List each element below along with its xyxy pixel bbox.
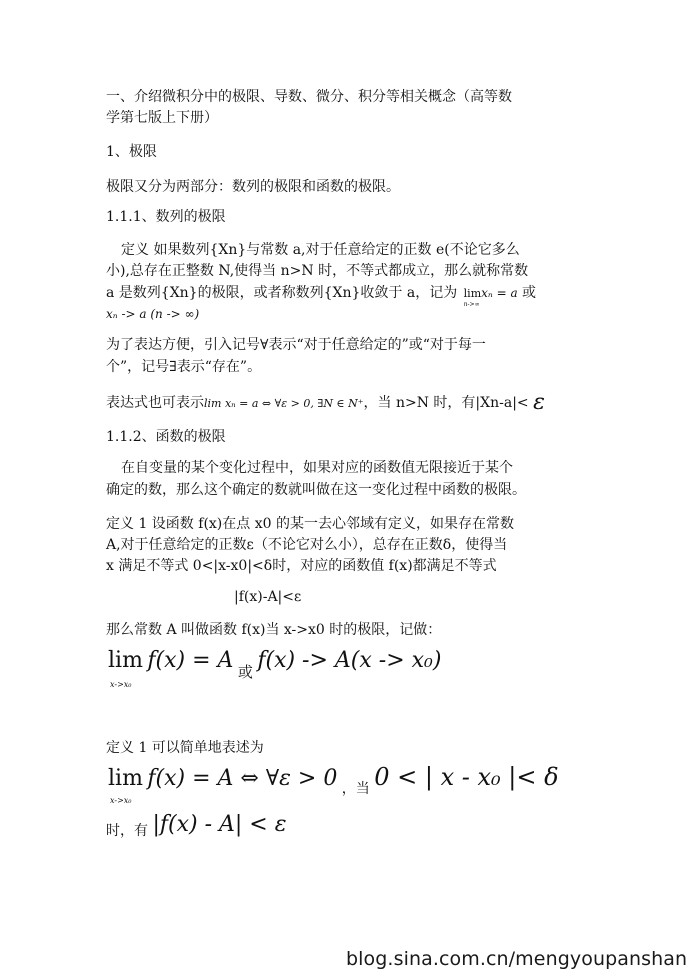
big-alt-formula: f(x) -> A(x -> x₀) [257, 648, 442, 673]
sequence-limit-body: xₙ = a [481, 286, 518, 300]
function-intro-line-1: 在自变量的某个变化过程中，如果对应的函数值无限接近于某个 [121, 460, 513, 476]
big2-lim-word: lim [108, 766, 143, 791]
function-definition-line-3: x 满足不等式 0<|x-x0|<δ时，对应的函数值 f(x)都满足不等式 [106, 558, 497, 574]
function-definition-line-1: 定义 1 设函数 f(x)在点 x0 的某一去心邻域有定义，如果存在常数 [106, 516, 514, 532]
lim-subscript: n->∞ [463, 301, 480, 308]
sequence-limit-formula [463, 285, 482, 308]
sequence-definition-text: a 是数列{Xn}的极限，或者称数列{Xn}收敛于 a，记为 [106, 285, 458, 301]
function-definition-line-2: A,对于任意给定的正数ε（不论它对么小），总存在正数δ，使得当 [106, 537, 508, 553]
big2-lim-subscript: x->x₀ [110, 796, 132, 805]
dang-word: ，当 [341, 781, 370, 797]
lim-word: lim [463, 287, 482, 300]
expression-tail: ，当 n>N 时，有|Xn-a|< [363, 395, 529, 411]
big2-tail: 0 < | x - x₀ |< δ [374, 763, 559, 791]
big-or-word: 或 [237, 663, 253, 681]
sequence-definition-line-1: 定义 如果数列{Xn}与常数 a,对于任意给定的正数 e(不论它多么 [121, 242, 520, 258]
function-intro-line-2: 确定的数，那么这个确定的数就叫做在这一变化过程中函数的极限。 [106, 482, 526, 498]
expression-lead: 表达式也可表示 [106, 395, 204, 411]
function-limit-equivalence [108, 763, 559, 808]
heading-line-1: 一、介绍微积分中的极限、导数、微分、积分等相关概念（高等数 [106, 89, 512, 105]
big-lim-body: f(x) = A [147, 648, 234, 673]
notation-note-line-2: 个”，记号∃表示“存在”。 [106, 359, 262, 375]
sequence-limit-alt-formula: xₙ -> a (n -> ∞) [106, 307, 200, 321]
section-112-title: 1.1.2、函数的极限 [106, 429, 226, 445]
sequence-definition-line-3 [106, 284, 537, 308]
big3-formula: |f(x) - A| < ε [152, 812, 287, 837]
big2-body: f(x) = A ⇔ ∀ε > 0 [147, 766, 338, 791]
function-limit-conclusion [106, 812, 287, 846]
function-limit-formula [108, 648, 442, 692]
heading-line-2: 学第七版上下册） [106, 110, 218, 126]
expression-formula: lim xₙ = a ⇔ ∀ε > 0, ∃N ∈ N⁺ [204, 397, 364, 410]
sequence-definition-line-2: 小),总存在正整数 N,使得当 n>N 时，不等式都成立，那么就称常数 [106, 263, 529, 279]
big-lim-subscript: x->x₀ [110, 680, 132, 689]
simple-statement: 定义 1 可以简单地表述为 [106, 740, 264, 756]
expression-line [106, 392, 545, 413]
section-1-intro: 极限又分为两部分：数列的极限和函数的极限。 [106, 179, 400, 195]
section-1-title: 1、极限 [106, 144, 157, 160]
epsilon-symbol: ε [533, 390, 545, 415]
or-word: 或 [522, 285, 537, 301]
then-statement: 那么常数 A 叫做函数 f(x)当 x->x0 时的极限，记做： [106, 622, 442, 638]
big-lim-word: lim [108, 648, 143, 673]
blog-watermark: blog.sina.com.cn/mengyoupanshan [346, 948, 688, 970]
section-111-title: 1.1.1、数列的极限 [106, 209, 226, 225]
notation-note-line-1: 为了表达方便，引入记号∀表示“对于任意给定的”或“对于每一 [106, 337, 486, 353]
inequality-formula: |f(x)-A|<ε [234, 589, 302, 605]
shi-word: 时，有 [106, 823, 148, 839]
